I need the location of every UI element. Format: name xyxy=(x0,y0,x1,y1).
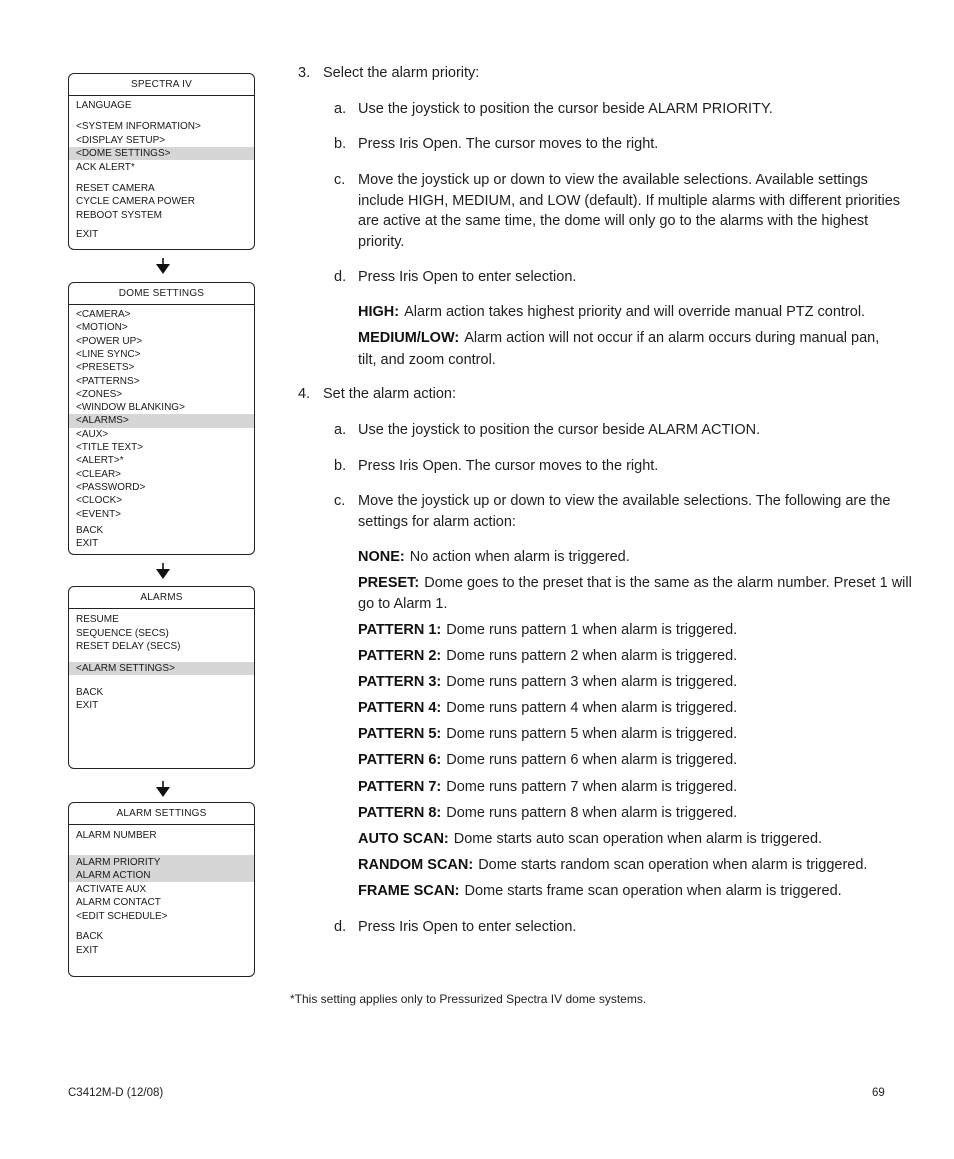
step-text: Select the alarm priority: xyxy=(323,65,480,81)
definition-term: NONE: xyxy=(358,549,405,565)
definition-desc: Alarm action will not occur if an alarm occurs during manual pan, xyxy=(464,330,880,346)
substep-text: Press Iris Open. The cursor moves to the right. xyxy=(358,136,659,152)
definition-desc-cont: tilt, and zoom control. xyxy=(358,351,496,368)
substep-text: include HIGH, MEDIUM, and LOW (default). If multiple alarms with different priorities xyxy=(358,192,901,209)
menu-item: EXIT xyxy=(76,945,99,956)
menu-item: ACK ALERT* xyxy=(76,161,135,173)
menu-item: <AUX> xyxy=(76,428,109,440)
substep-text: Press Iris Open to enter selection. xyxy=(358,919,577,935)
menu-item: <PASSWORD> xyxy=(76,481,146,493)
substep-text: Move the joystick up or down to view the available selections. Available settings xyxy=(358,172,868,188)
definition-desc: Alarm action takes highest priority and will override manual PTZ control. xyxy=(404,304,866,320)
menu-item: <DISPLAY SETUP> xyxy=(76,134,166,146)
substep-text: are active at the same time, the dome will only go to the alarms with the highest xyxy=(358,213,869,229)
menu-item: <CAMERA> xyxy=(76,309,131,320)
menu-item: <MOTION> xyxy=(76,322,128,334)
substep-text: Move the joystick up or down to view the available selections. The following are the xyxy=(358,493,891,509)
definition-desc: Dome runs pattern 5 when alarm is triggered. xyxy=(446,725,738,742)
definition-desc: Dome starts random scan operation when alarm is triggered. xyxy=(478,857,868,873)
definition-term: PATTERN 2: xyxy=(358,648,442,664)
menu-item: RESUME xyxy=(76,614,119,625)
substep-label: d. xyxy=(334,919,347,935)
menu-title: DOME SETTINGS xyxy=(69,283,254,305)
menu-item: LANGUAGE xyxy=(76,100,132,111)
substep-label: b. xyxy=(334,458,347,474)
definition-term: RANDOM SCAN: xyxy=(358,857,474,873)
definition-term: MEDIUM/LOW: xyxy=(358,330,460,346)
menu-item: <TITLE TEXT> xyxy=(76,442,144,453)
footnote: *This setting applies only to Pressurized Spectra IV dome systems. xyxy=(290,992,647,1006)
definition-desc: Dome starts auto scan operation when alarm is triggered. xyxy=(453,831,823,847)
menu-item: EXIT xyxy=(76,229,99,240)
menu-item: <ZONES> xyxy=(76,388,123,400)
action-pattern-7 xyxy=(358,777,737,798)
menu-item-highlighted: <ALARMS> xyxy=(69,414,254,427)
menu-spectra-iv xyxy=(68,73,255,250)
definition-desc: Dome starts frame scan operation when alarm is triggered. xyxy=(464,883,842,899)
action-pattern-8 xyxy=(358,803,737,824)
menu-item: <CLEAR> xyxy=(76,468,122,480)
definition-high xyxy=(358,302,865,323)
menu-item: <EVENT> xyxy=(76,508,122,520)
document-code: C3412M-D (12/08) xyxy=(68,1087,164,1099)
action-pattern-3 xyxy=(358,672,737,693)
menu-item: ALARM CONTACT xyxy=(76,897,161,908)
definition-desc: Dome runs pattern 4 when alarm is triggered. xyxy=(446,700,738,716)
menu-dome-settings xyxy=(68,282,255,555)
action-pattern-5 xyxy=(358,724,737,745)
arrow-down-icon xyxy=(155,781,171,797)
definition-desc: Dome runs pattern 2 when alarm is triggered. xyxy=(446,648,738,664)
menu-item: <PATTERNS> xyxy=(76,375,140,387)
action-pattern-1 xyxy=(358,620,737,641)
action-pattern-2 xyxy=(358,646,737,667)
substep-label: a. xyxy=(334,101,347,117)
action-frame-scan xyxy=(358,881,842,902)
menu-item: CYCLE CAMERA POWER xyxy=(76,196,195,207)
menu-item: BACK xyxy=(76,686,104,698)
definition-desc: Dome runs pattern 7 when alarm is triggered. xyxy=(446,779,738,795)
step-number: 3. xyxy=(298,65,311,81)
menu-item: <CLOCK> xyxy=(76,495,123,507)
definition-term: PATTERN 3: xyxy=(358,674,442,690)
menu-title: SPECTRA IV xyxy=(69,74,254,96)
substep-label: c. xyxy=(334,172,346,188)
menu-item: RESET DELAY (SECS) xyxy=(76,641,181,652)
page-number: 69 xyxy=(872,1087,885,1099)
substep-label: c. xyxy=(334,493,346,509)
menu-item: <EDIT SCHEDULE> xyxy=(76,910,168,922)
menu-item: EXIT xyxy=(76,700,99,711)
arrow-down-icon xyxy=(155,563,171,579)
menu-alarm-settings xyxy=(68,802,255,977)
substep-text: settings for alarm action: xyxy=(358,514,516,530)
menu-item-highlighted: <ALARM SETTINGS> xyxy=(69,662,254,675)
action-pattern-6 xyxy=(358,750,737,771)
menu-item: <ALERT>* xyxy=(76,455,124,467)
definition-desc: Dome goes to the preset that is the same as the alarm number. Preset 1 will xyxy=(424,575,912,591)
definition-term: FRAME SCAN: xyxy=(358,883,460,899)
menu-item: <WINDOW BLANKING> xyxy=(76,402,185,414)
action-pattern-4 xyxy=(358,698,737,719)
step-text: Set the alarm action: xyxy=(323,386,456,402)
definition-desc: No action when alarm is triggered. xyxy=(409,549,630,565)
definition-term: PATTERN 7: xyxy=(358,779,442,795)
substep-text: Press Iris Open. The cursor moves to the right. xyxy=(358,458,659,474)
substep-label: d. xyxy=(334,269,347,285)
definition-desc: Dome runs pattern 6 when alarm is triggered. xyxy=(446,751,738,768)
substep-label: a. xyxy=(334,422,347,438)
definition-term: HIGH: xyxy=(358,304,400,320)
menu-title: ALARM SETTINGS xyxy=(69,803,254,825)
menu-item: BACK xyxy=(76,931,104,942)
definition-desc: Dome runs pattern 8 when alarm is triggered. xyxy=(446,805,738,821)
substep-text: Press Iris Open to enter selection. xyxy=(358,269,577,285)
arrow-down-icon xyxy=(155,258,171,274)
menu-item: SEQUENCE (SECS) xyxy=(76,627,169,639)
definition-desc: Dome runs pattern 3 when alarm is triggered. xyxy=(446,674,738,690)
menu-item: <POWER UP> xyxy=(76,335,143,347)
action-random-scan xyxy=(358,855,867,876)
definition-desc-cont: go to Alarm 1. xyxy=(358,596,448,612)
definition-desc: Dome runs pattern 1 when alarm is triggered. xyxy=(446,622,738,638)
menu-item-highlighted: ALARM PRIORITY xyxy=(76,857,161,868)
definition-term: PATTERN 6: xyxy=(358,751,442,768)
definition-term: PRESET: xyxy=(358,575,420,591)
definition-term: PATTERN 1: xyxy=(358,622,442,638)
menu-item: BACK xyxy=(76,525,104,536)
substep-label: b. xyxy=(334,136,347,152)
step-number: 4. xyxy=(298,386,311,402)
menu-item: EXIT xyxy=(76,538,99,550)
menu-item: ACTIVATE AUX xyxy=(76,883,147,895)
substep-text: priority. xyxy=(358,233,405,250)
menu-item: RESET CAMERA xyxy=(76,182,155,194)
substep-text: Use the joystick to position the cursor beside ALARM ACTION. xyxy=(358,422,761,438)
menu-item: REBOOT SYSTEM xyxy=(76,209,162,221)
menu-item-highlighted: <DOME SETTINGS> xyxy=(69,147,254,160)
menu-item: <LINE SYNC> xyxy=(76,348,141,360)
menu-alarms xyxy=(68,586,255,769)
menu-item: ALARM NUMBER xyxy=(76,830,157,841)
definition-medium xyxy=(358,328,879,349)
substep-text: Use the joystick to position the cursor beside ALARM PRIORITY. xyxy=(358,101,773,117)
definition-term: AUTO SCAN: xyxy=(358,831,449,847)
action-preset xyxy=(358,573,912,594)
menu-title: ALARMS xyxy=(69,587,254,609)
definition-term: PATTERN 8: xyxy=(358,805,442,821)
definition-term: PATTERN 4: xyxy=(358,700,442,716)
menu-item: <PRESETS> xyxy=(76,362,135,374)
definition-term: PATTERN 5: xyxy=(358,725,442,742)
action-none xyxy=(358,547,630,568)
action-auto-scan xyxy=(358,829,822,850)
menu-item-highlighted: ALARM ACTION xyxy=(76,870,151,881)
menu-item: <SYSTEM INFORMATION> xyxy=(76,121,201,132)
